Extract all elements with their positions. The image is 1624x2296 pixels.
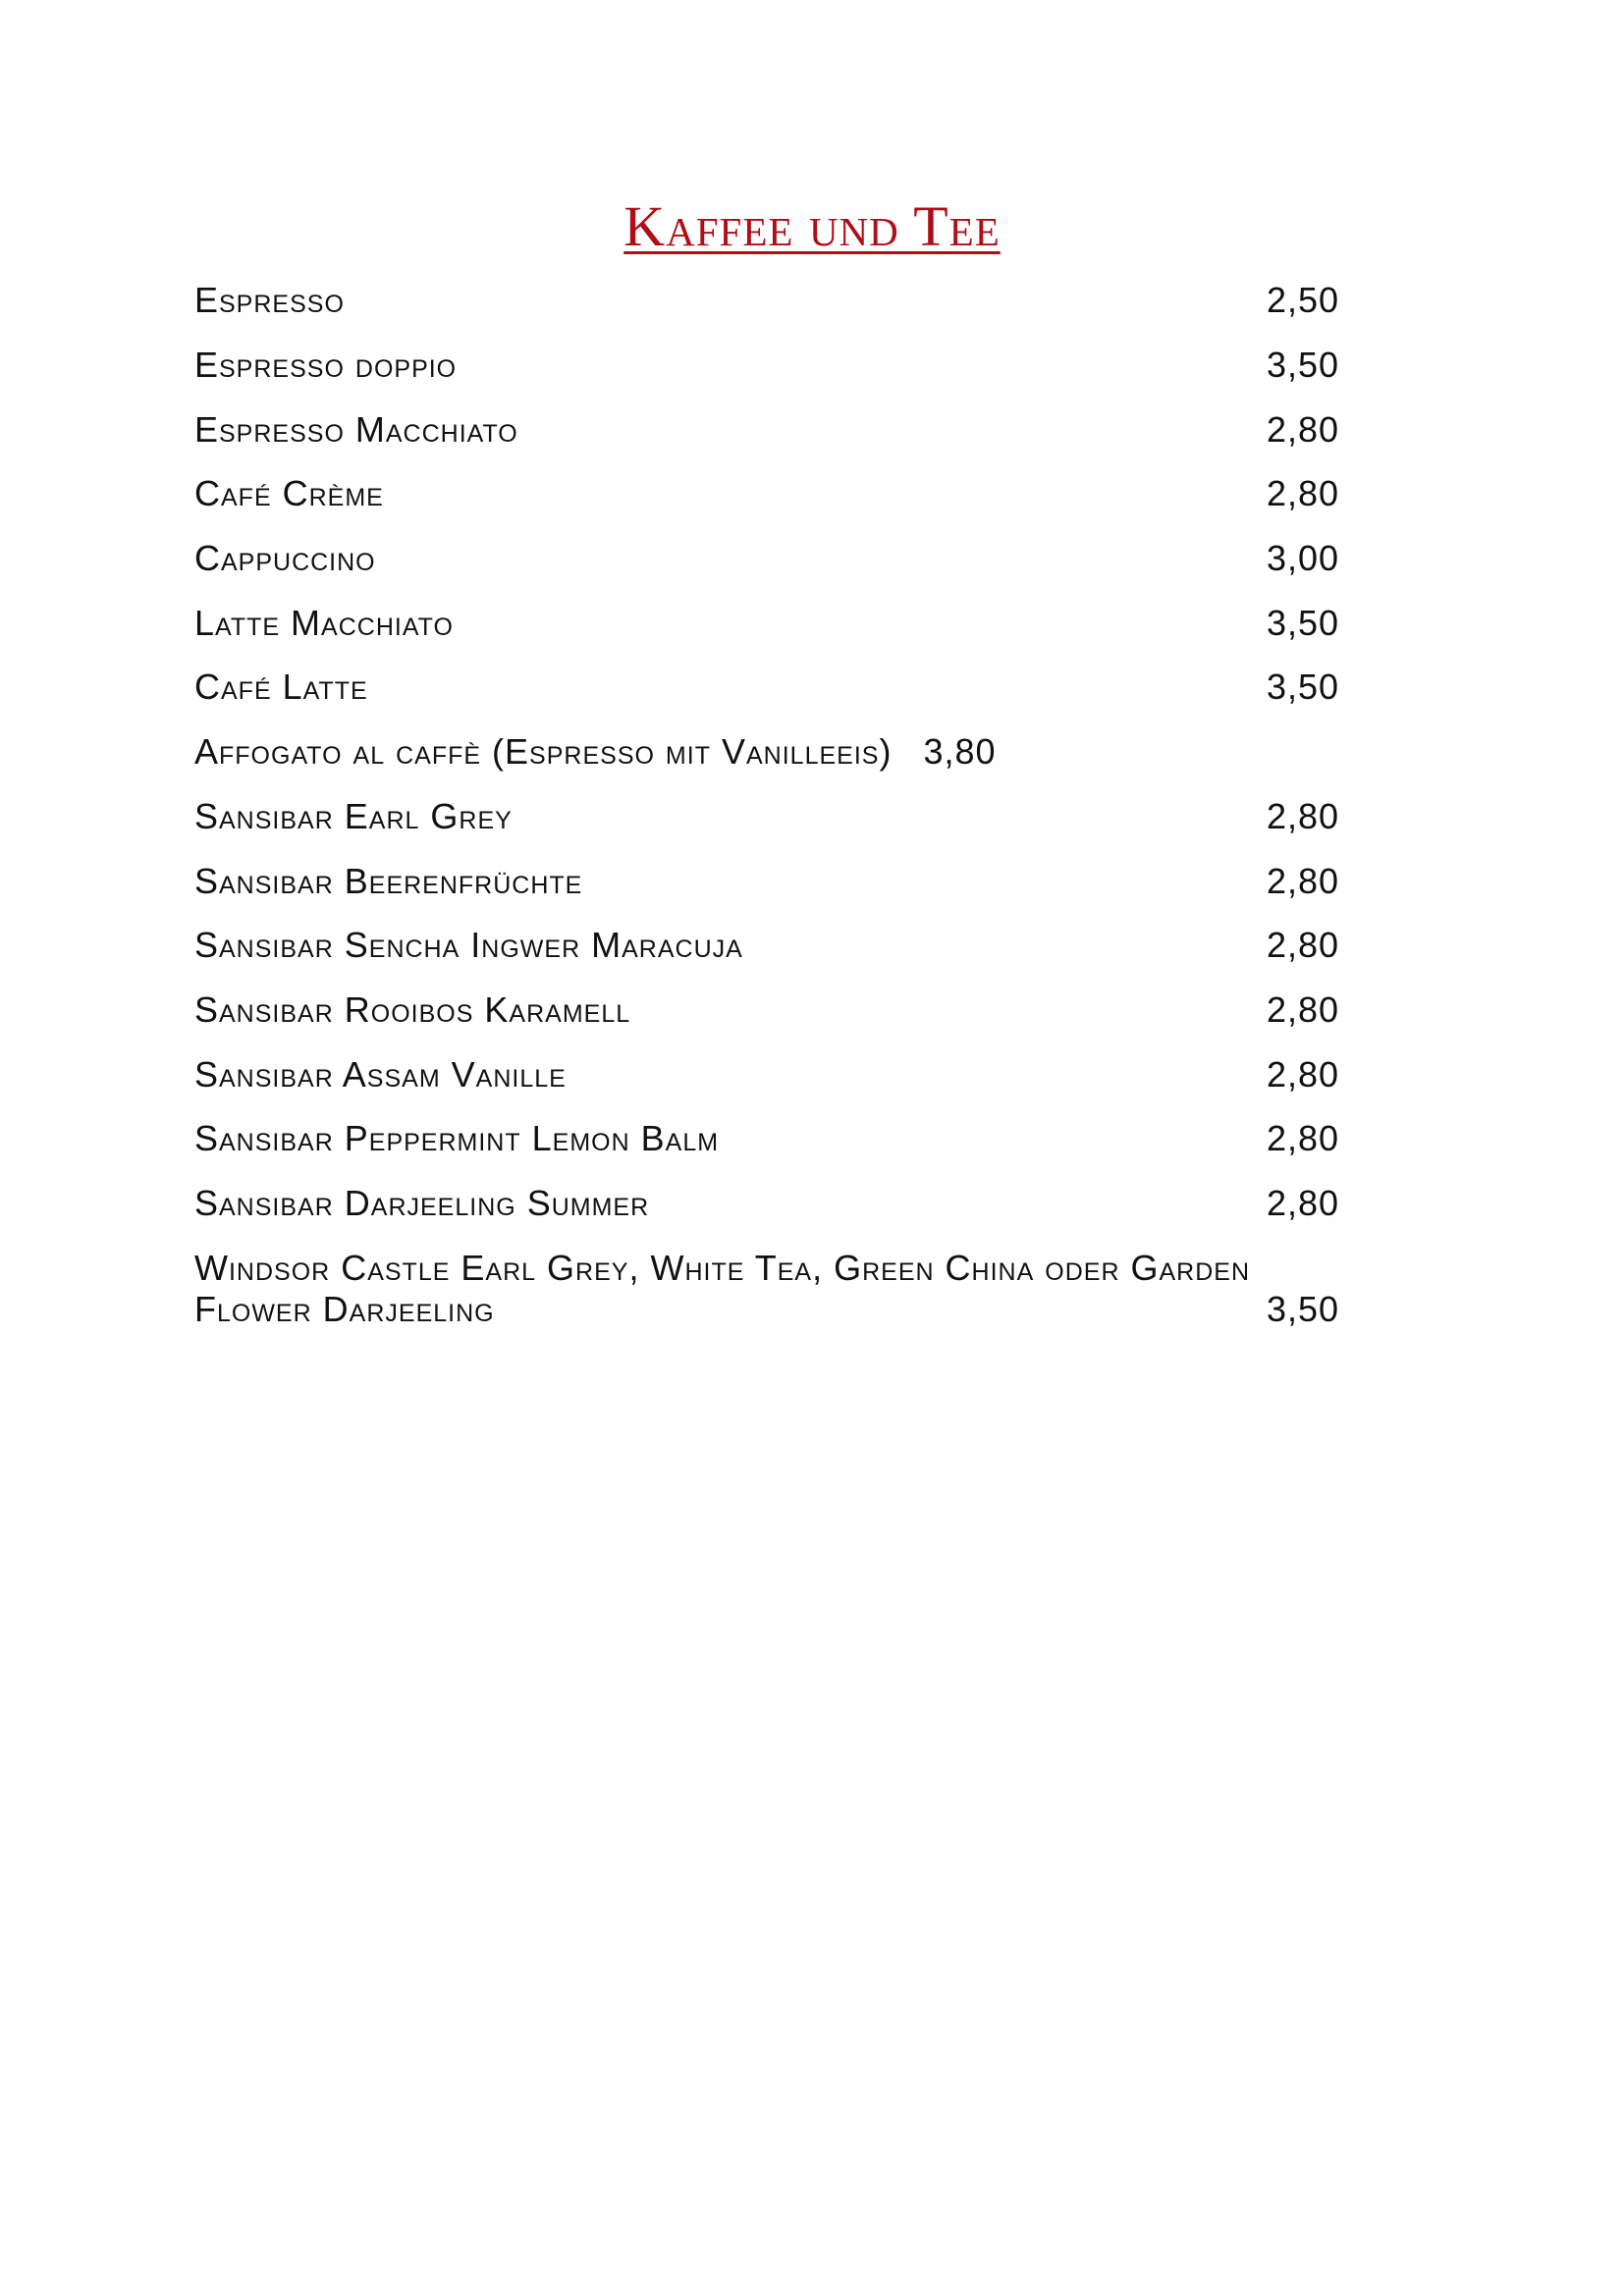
menu-item-name: Café Crème: [194, 473, 384, 513]
menu-item-name: Espresso: [194, 280, 345, 320]
menu-item-name: Sansibar Sencha Ingwer Maracuja: [194, 925, 743, 965]
menu-item-price: 2,80: [1267, 1054, 1340, 1095]
menu-item-name: Espresso Macchiato: [194, 409, 518, 450]
menu-item-name-line1: Windsor Castle Earl Grey, White Tea, Green China oder Garden: [194, 1248, 1251, 1288]
menu-item-price: 2,80: [1267, 925, 1340, 965]
menu-item-price: 3,80: [923, 731, 997, 772]
menu-item-price: 3,50: [1267, 1289, 1340, 1329]
page-title-text: Kaffee und Tee: [623, 194, 1001, 258]
menu-item-name: Sansibar Earl Grey: [194, 796, 513, 836]
menu-item-price: 2,80: [1267, 1183, 1340, 1223]
menu-item-name: Sansibar Assam Vanille: [194, 1054, 567, 1095]
menu-item-name: Cappuccino: [194, 538, 376, 578]
page-title: [0, 192, 1624, 261]
menu-item-name-line2: Flower Darjeeling: [194, 1289, 495, 1329]
menu-item-price: 3,50: [1267, 603, 1340, 643]
menu-item-name: Sansibar Beerenfrüchte: [194, 861, 583, 901]
menu-item-price: 2,80: [1267, 1118, 1340, 1158]
menu-item-name: Affogato al caffè (Espresso mit Vanilleeis): [194, 731, 893, 772]
menu-item-name: Café Latte: [194, 667, 368, 707]
menu-item-price: 3,50: [1267, 667, 1340, 707]
menu-item-price: 2,80: [1267, 989, 1340, 1030]
menu-item-name: Sansibar Peppermint Lemon Balm: [194, 1118, 720, 1158]
menu-item-name: Espresso doppio: [194, 345, 458, 385]
menu-item-name: Sansibar Darjeeling Summer: [194, 1183, 650, 1223]
menu-item-price: 2,50: [1267, 280, 1340, 320]
menu-item-price: 2,80: [1267, 473, 1340, 513]
menu-item-name: Latte Macchiato: [194, 603, 454, 643]
menu-item-price: 3,50: [1267, 345, 1340, 385]
menu-item-price: 2,80: [1267, 796, 1340, 836]
menu-item-name: Sansibar Rooibos Karamell: [194, 989, 631, 1030]
menu-item-affogato: [194, 730, 997, 774]
menu-item-price: 2,80: [1267, 409, 1340, 450]
menu-item-price: 2,80: [1267, 861, 1340, 901]
menu-item-price: 3,00: [1267, 538, 1340, 578]
